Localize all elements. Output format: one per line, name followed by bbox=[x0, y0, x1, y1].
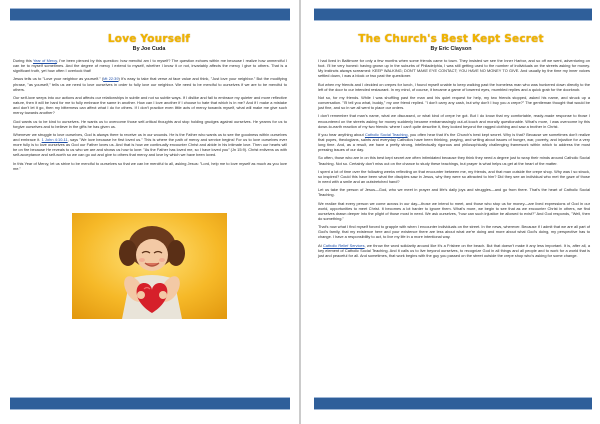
paragraph: We realize that every person we come across in our day—those we intend to meet, and those who stop us for money—are lived expressions of God in our world, opportunities to meet Christ. It becomes a lot harder to ignore them. What's more, we begin to see that as we encounter Christ in others, we find ourselves drawn deeper into the plight of those most in need. We ask ourselves, "how can such injustice be allowed to exist?" And God responds, "Well, then do something." bbox=[318, 200, 590, 221]
paragraph: At Catholic Relief Services, we throw the word solidarity around like it's a Frisbee on the beach. But that doesn't make it any less important. It is, after all, a key element of Catholic Social Teaching. And it calls us to live beyond ourselves, to recognize God in all things and all people and to work for a world that is just and peaceful for all. And sometimes, that work begins with the guy you passed on the street outside the crepe shop who's asking for some change. bbox=[318, 242, 590, 258]
paragraph: That's now what I find myself forced to grapple with when I encounter individuals on the street. In the news, wherever. Because if I admit that we are all part of God's family, that my existence here and your existence there are less about what we're doing and more about what God's doing, my perspective has to change. I have a responsibility to act, to live my life in a more intentional way. bbox=[318, 224, 590, 240]
paragraph: I spent a lot of time over the following weeks reflecting on that encounter between me, my friends, and that man outside the crepe shop. Why was I so struck, so inspired? Could this have been what the disciples saw in Jesus, why they were so attracted to him? Did they see an individual who met the gaze of those in need with a smile and an outstretched hand? bbox=[318, 168, 590, 184]
paragraph: So often, those who are in on this best kept secret are often intimidated because they think they need a degree just to wrap their minds around Catholic Social Teaching. Not so. Certainly don't miss out on the chance to study these teachings, but prayer is what helps us get at the heart of the matter. bbox=[318, 155, 590, 166]
bottom-decorative-bar bbox=[314, 397, 592, 410]
paragraph: Our self-love seeps into our actions and affects our relationships in subtle and not so subtle ways. If I dislike and fail to embrace my quieter and more reflective nature, then it will be hard for me to fully embrace the same in another. How can I love another if I choose to hate that which is in me? And if I make a mistake and don't let it go, then my bitterness can affect what I do for others. If I don't practice even little acts of mercy towards myself, what will make me give such mercy towards another? bbox=[13, 94, 287, 116]
paragraph: In this Year of Mercy, let us strive to be merciful to ourselves so that we can be merciful to all, asking Jesus: "Lord, help me to love myself as much as you love me." bbox=[13, 160, 287, 171]
girl-hugging-heart-image bbox=[72, 213, 227, 319]
inline-link[interactable]: Catholic Social Teaching bbox=[364, 131, 408, 137]
paragraph: Let us take the person of Jesus—God, who we meet in prayer and life's daily joys and struggles—and go from there. That's the heart of Catholic Social Teaching. bbox=[318, 187, 590, 198]
article-title: Love Yourself bbox=[107, 33, 191, 45]
inline-link[interactable]: Mt 22:39 bbox=[103, 76, 119, 82]
paragraph: If you hear anything about Catholic Social Teaching, you often hear that it's the Church's best kept secret. Why is that? Because we sometimes don't realize that popes, theologians, saints and everyday Catholics have been thinking, praying, and writing about issues of hunger, war, poverty, and injustice for a very long time. And, as a result, we have a pretty strong, intellectually rigorous and philosophically challenging framework within which to address the most pressing issues of our day. bbox=[318, 131, 591, 153]
top-decorative-bar bbox=[10, 8, 290, 21]
top-decorative-bar bbox=[314, 8, 592, 21]
inline-link[interactable]: Year of Mercy bbox=[32, 58, 57, 63]
paragraph: During this Year of Mercy, I've been pierced by this question: how merciful am I to myself? The question echoes within me because I realize how unmerciful I can be to myself sometimes. And the degree of mercy I extend to myself, whether I know it or not, invariably affects the mercy I give to others. That is a significant truth, yet how often I overlook that! bbox=[13, 58, 288, 74]
article-byline: By Joe Cuda bbox=[132, 46, 166, 52]
paragraph: But when my friends and I decided on crepes for lunch, I found myself unable to keep walking past the homeless man who was hunkered down directly to the left of the door to our intended restaurant. In my mind, of course, it became a game of lowered eyes, mumbled replies and a quick grab for the doorknob. bbox=[318, 81, 590, 92]
article-title: The Church's Best Kept Secret bbox=[358, 33, 544, 45]
paragraph: God wants us to be kind to ourselves. He wants us to overcome those self-critical thoughts and stop holding grudges against ourselves. He yearns for us to forgive ourselves and to believe in the gifts he has given us. bbox=[13, 118, 287, 129]
bottom-decorative-bar bbox=[10, 397, 290, 410]
article-body bbox=[13, 58, 287, 174]
paragraph: Not so, for my friends. While I was shuffling past the man and his quiet request for help, my two friends stopped, asked his name, and struck up a conversation. "I'll tell you what, buddy," my one friend replied. "I don't carry any cash, but why don't I buy you a crepe?" The gentleman thought that would be just fine, and so in we all went to place our orders. bbox=[318, 94, 590, 111]
paragraph: I don't remember that man's name, what we discussed, or what kind of crepe he got. But I do know that my comfortable, ready-made response to those I encountered on the streets asking for money suddenly became embarrassingly out-of-touch and morally questionable. What's more, I was overcome by this down-to-earth reaction of my two friends: where I can't quite describe it, they looked beyond the ragged clothing and saw a brother in Christ. bbox=[318, 113, 590, 129]
article-body bbox=[318, 58, 590, 261]
page-gutter bbox=[299, 0, 301, 424]
right-page bbox=[302, 0, 600, 424]
paragraph: Jesus tells us to "Love your neighbor as yourself." (Mt 22:39) It's easy to take that verse at face value and think, "Just love your neighbor." But the modifying phrase, "as yourself," tells us we need to love ourselves in order to fully love our neighbor. We need to be merciful to ourselves if we are to be merciful to others. bbox=[13, 76, 288, 92]
article-byline: By Eric Clayson bbox=[430, 46, 472, 52]
paragraph: Whenever we struggle to love ourselves, God is always there to receive us in our wounds. He is the Father who wants us to see the goodness within ourselves and embrace it. 1 John 4:10-11, says "We love because he first loved us." This is where the path of mercy and service begins! For us to love ourselves ever more fully is to love ourselves as God our Father loves us. And that is how we continually encounter Christ and abide in his intimate love. Then our hearts will be on fire because He reveals to us who we are and shows us how to love: "As the Father has loved me, so I have loved you" (Jn 15:9). Christ enlivens us with self-acceptance and self-worth so we can go out and give to others that mercy and love by which we have been loved. bbox=[13, 131, 287, 158]
inline-link[interactable]: Catholic Relief Services bbox=[322, 242, 365, 248]
inline-link[interactable]: 1 John 4:10-11 bbox=[41, 136, 68, 142]
left-page bbox=[0, 0, 298, 424]
paragraph: I had lived in Baltimore for only a few months when some friends came to town. They insisted we see the Inner Harbor, and so off we went, adventuring on foot. I'll be very honest: having grown up in the suburbs of Philadelphia, I was still getting used to the number of individuals on the streets asking for money. My instincts always screamed: KEEP WALKING; DON'T MAKE EYE CONTACT; YOU HAVE NO MONEY TO GIVE. And usually by the time my inner voices settled down, I was a block or two past the questioner. bbox=[318, 58, 590, 79]
